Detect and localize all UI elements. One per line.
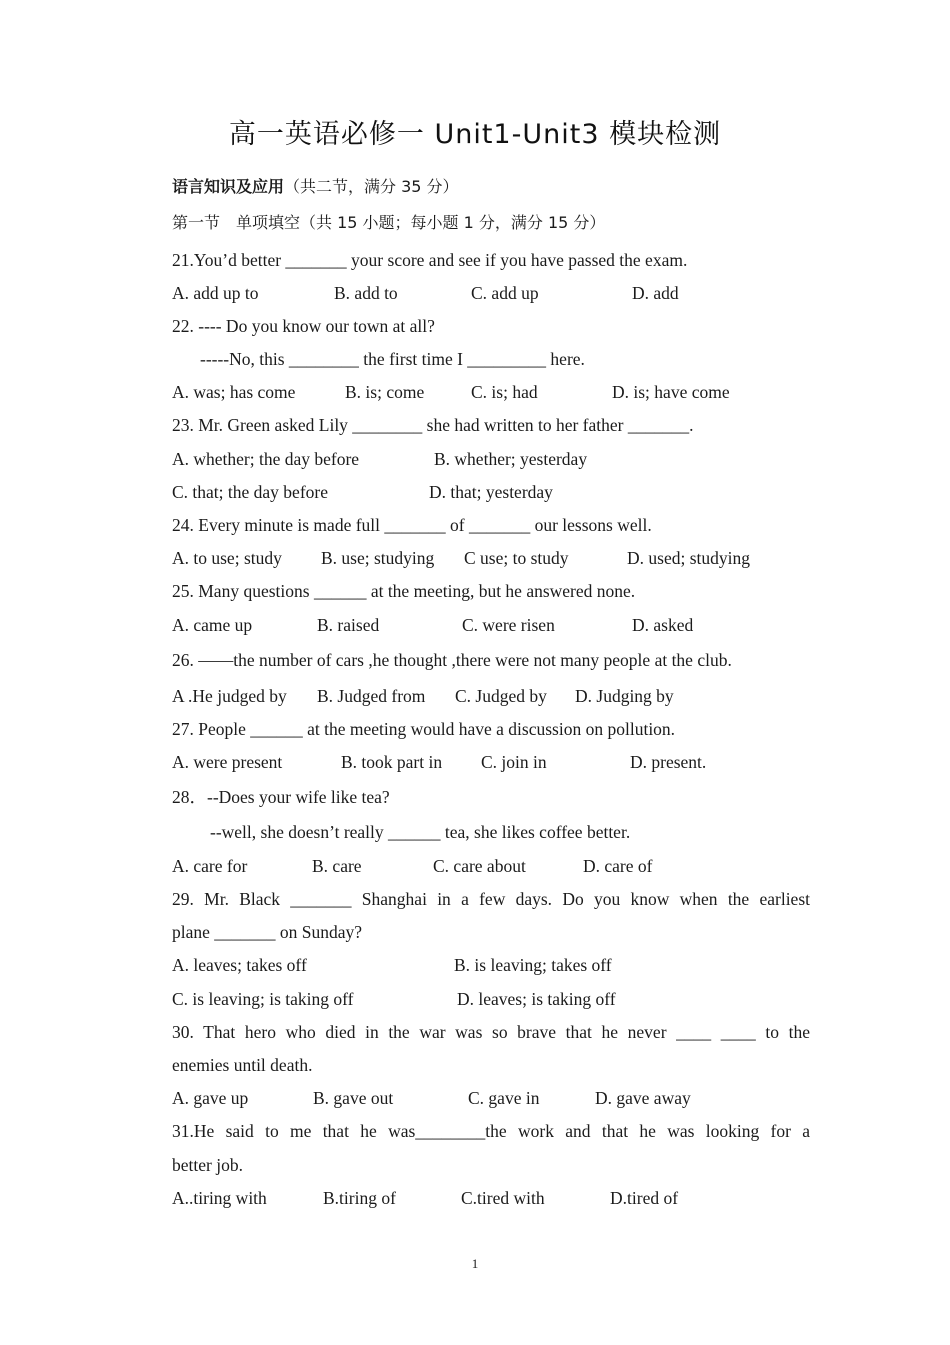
option-a: A. care for: [172, 856, 248, 876]
question-stem: 29. Mr. Black _______ Shanghai in a few days. Do you know when the earliest: [172, 889, 810, 909]
option-d: D. is; have come: [612, 382, 730, 402]
option-d: D. add: [632, 283, 679, 303]
option-a: A. whether; the day before: [172, 449, 360, 469]
option-c: C. gave in: [468, 1088, 540, 1108]
option-a: A .He judged by: [172, 686, 287, 706]
option-c: C. join in: [481, 752, 547, 772]
option-d: D. leaves; is taking off: [457, 989, 616, 1009]
option-a: A. to use; study: [172, 548, 282, 568]
question-stem: 28．--Does your wife like tea?: [172, 787, 390, 807]
option-c: C. Judged by: [455, 686, 547, 706]
question-stem: 21.You’d better _______ your score and see if you have passed the exam.: [172, 250, 688, 270]
question-stem-continued: enemies until death.: [172, 1055, 313, 1075]
option-d: D. gave away: [595, 1088, 691, 1108]
option-d: D. asked: [632, 615, 694, 635]
part-heading-line: [172, 175, 459, 198]
option-a: A. were present: [172, 752, 283, 772]
option-c: C. is leaving; is taking off: [172, 989, 354, 1009]
option-b: B. care: [312, 856, 362, 876]
question-stem: 23. Mr. Green asked Lily ________ she had written to her father _______.: [172, 415, 694, 435]
option-c: C. is; had: [471, 382, 538, 402]
option-c: C. add up: [471, 283, 539, 303]
option-b: B. raised: [317, 615, 380, 635]
option-a: A. gave up: [172, 1088, 249, 1108]
question-stem-continued: -----No, this ________ the first time I _________ here.: [200, 349, 585, 369]
option-c: C. that; the day before: [172, 482, 328, 502]
option-a: A. came up: [172, 615, 253, 635]
option-a: A. add up to: [172, 283, 259, 303]
option-d: D. that; yesterday: [429, 482, 553, 502]
page-number: 1: [471, 1256, 479, 1271]
option-d: D.tired of: [610, 1188, 679, 1208]
section-heading: 第一节 单项填空（共 15 小题；每小题 1 分，满分 15 分）: [172, 213, 606, 232]
option-b: B.tiring of: [323, 1188, 396, 1208]
option-b: B. took part in: [341, 752, 443, 772]
question-stem: 25. Many questions ______ at the meeting, but he answered none.: [172, 581, 636, 601]
option-b: B. gave out: [313, 1088, 394, 1108]
option-a: A. was; has come: [172, 382, 296, 402]
option-a: A. leaves; takes off: [172, 955, 307, 975]
page-title: 高一英语必修一 Unit1-Unit3 模块检测: [228, 119, 722, 150]
question-stem: 27. People ______ at the meeting would have a discussion on pollution.: [172, 719, 676, 739]
question-stem: 31.He said to me that he was________the work and that he was looking for a: [172, 1121, 810, 1141]
option-c: C use; to study: [464, 548, 569, 568]
option-c: C. were risen: [462, 615, 555, 635]
question-stem-continued: better job.: [172, 1155, 243, 1175]
option-b: B. use; studying: [321, 548, 435, 568]
question-stem: 26. ——the number of cars ,he thought ,there were not many people at the club.: [172, 650, 732, 670]
option-b: B. is; come: [345, 382, 425, 402]
question-stem-continued: plane _______ on Sunday?: [172, 922, 363, 942]
option-d: D. care of: [583, 856, 653, 876]
option-b: B. add to: [334, 283, 398, 303]
option-d: D. used; studying: [627, 548, 750, 568]
option-c: C.tired with: [461, 1188, 545, 1208]
option-a: A..tiring with: [172, 1188, 267, 1208]
option-d: D. Judging by: [575, 686, 674, 706]
question-stem-continued: --well, she doesn’t really ______ tea, she likes coffee better.: [210, 822, 631, 842]
part-heading: 语言知识及应用: [172, 177, 285, 196]
option-b: B. Judged from: [317, 686, 426, 706]
option-b: B. is leaving; takes off: [454, 955, 612, 975]
question-stem: 22. ---- Do you know our town at all?: [172, 316, 435, 336]
option-d: D. present.: [630, 752, 707, 772]
option-c: C. care about: [433, 856, 526, 876]
part-note: （共二节，满分 35 分）: [284, 177, 459, 196]
option-b: B. whether; yesterday: [434, 449, 588, 469]
question-stem: 24. Every minute is made full _______ of _______ our lessons well.: [172, 515, 652, 535]
question-stem: 30. That hero who died in the war was so brave that he never ____ ____ to the: [172, 1022, 810, 1042]
